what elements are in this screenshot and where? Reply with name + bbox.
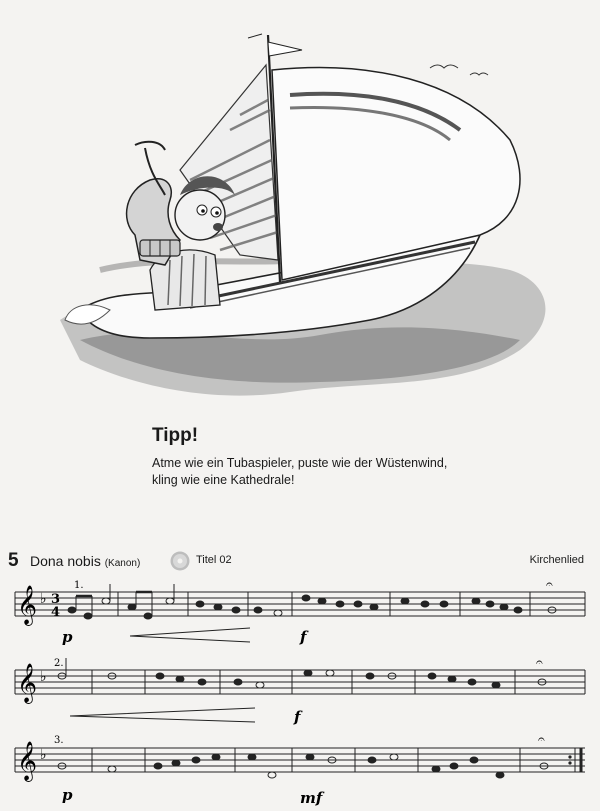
crescendo-hairpin bbox=[70, 708, 255, 722]
time-signature-bottom: 4 bbox=[51, 605, 61, 620]
tip-box bbox=[152, 425, 492, 489]
cd-icon[interactable] bbox=[170, 551, 190, 571]
treble-clef-icon: 𝄞 bbox=[17, 585, 38, 625]
song-number: 5 bbox=[8, 550, 19, 571]
voice-number-2: 2. bbox=[54, 658, 64, 669]
dynamic-p: p bbox=[62, 628, 73, 646]
song-header bbox=[8, 550, 592, 572]
treble-clef-icon: 𝄞 bbox=[17, 663, 38, 703]
music-score bbox=[0, 570, 600, 811]
song-title bbox=[30, 553, 140, 569]
time-signature-top: 3 bbox=[51, 592, 61, 607]
tip-text-line1: Atme wie ein Tubaspieler, puste wie der Wüstenwind, bbox=[152, 456, 448, 470]
treble-clef-icon: 𝄞 bbox=[17, 741, 38, 781]
fermata-icon: 𝄐 bbox=[546, 577, 553, 591]
dynamic-mf: mf bbox=[300, 789, 323, 807]
crescendo-hairpin bbox=[130, 628, 250, 642]
repeat-dot-upper bbox=[568, 755, 571, 758]
song-subtitle: (Kanon) bbox=[104, 558, 141, 569]
tip-title: Tipp! bbox=[152, 425, 199, 446]
tip-text-line2: kling wie eine Kathedrale! bbox=[152, 473, 295, 487]
sailboat-illustration bbox=[40, 20, 580, 410]
dynamic-f: f bbox=[300, 628, 307, 646]
voice-number-1: 1. bbox=[74, 580, 84, 591]
dynamic-f: f bbox=[294, 708, 301, 726]
composer-label: Kirchenlied bbox=[529, 554, 584, 566]
voice-number-3: 3. bbox=[54, 735, 64, 746]
flat-icon: ♭ bbox=[40, 591, 47, 607]
fermata-icon: 𝄐 bbox=[536, 655, 543, 669]
dynamic-p: p bbox=[62, 786, 73, 804]
flat-icon: ♭ bbox=[40, 669, 47, 685]
flat-icon: ♭ bbox=[40, 747, 47, 763]
repeat-dot-lower bbox=[568, 761, 571, 764]
song-title-text: Dona nobis bbox=[30, 553, 101, 569]
fermata-icon: 𝄐 bbox=[538, 732, 545, 746]
track-label: Titel 02 bbox=[196, 554, 232, 566]
